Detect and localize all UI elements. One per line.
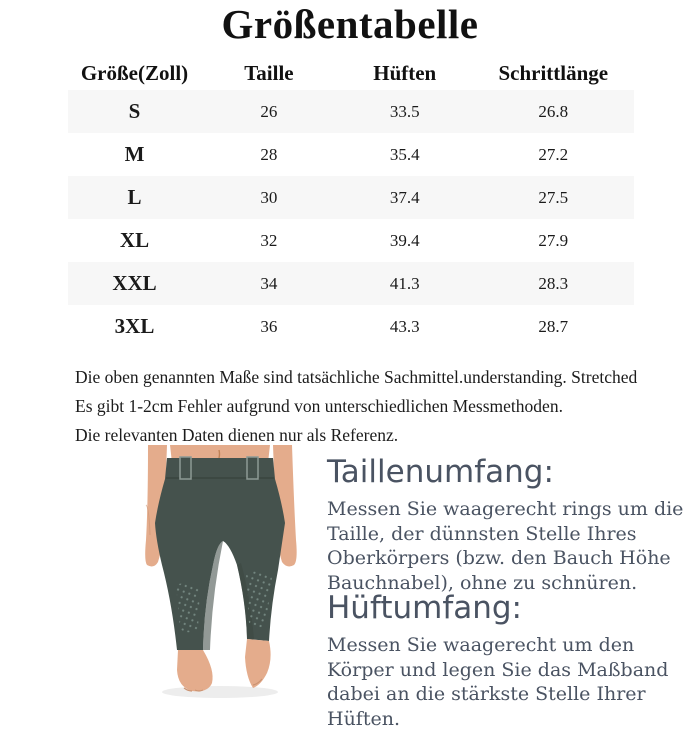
hips-value: 37.4 (337, 188, 473, 208)
hips-value: 39.4 (337, 231, 473, 251)
waist-body-line: Messen Sie waagerecht rings um die (327, 497, 692, 522)
product-model-photo (120, 445, 320, 700)
hip-measure-body (327, 633, 692, 731)
waist-value: 28 (201, 145, 337, 165)
disclaimer-text (75, 363, 655, 450)
col-header-size: Größe(Zoll) (68, 61, 201, 86)
hip-body-line: Körper und legen Sie das Maßband (327, 658, 692, 683)
inseam-value: 28.7 (473, 317, 634, 337)
hips-value: 35.4 (337, 145, 473, 165)
belt-loop (180, 457, 191, 479)
disclaimer-line: Die oben genannten Maße sind tatsächliche Sachmittel.understanding. Stretched (75, 363, 655, 392)
size-label: XXL (68, 271, 201, 296)
size-label: L (68, 185, 201, 210)
hips-value: 43.3 (337, 317, 473, 337)
waist-body-line: Oberkörpers (bzw. den Bauch Höhe (327, 546, 692, 571)
inseam-value: 27.5 (473, 188, 634, 208)
table-row (68, 133, 634, 176)
waist-value: 30 (201, 188, 337, 208)
col-header-inseam: Schrittlänge (473, 61, 634, 86)
belt-loop (247, 457, 258, 479)
hips-value: 33.5 (337, 102, 473, 122)
floor-shadow (162, 686, 278, 698)
table-row (68, 90, 634, 133)
waist-value: 34 (201, 274, 337, 294)
waist-value: 32 (201, 231, 337, 251)
waist-measure-heading: Taillenumfang: (327, 454, 687, 490)
table-header-row (68, 56, 634, 90)
page-title: Größentabelle (0, 0, 700, 48)
waist-body-line: Bauchnabel), ohne zu schnüren. (327, 571, 692, 596)
size-label: M (68, 142, 201, 167)
col-header-waist: Taille (201, 61, 337, 86)
left-foot (177, 650, 213, 691)
hip-measure-heading: Hüftumfang: (327, 590, 687, 626)
hip-body-line: Hüften. (327, 707, 692, 731)
disclaimer-line: Die relevanten Daten dienen nur als Referenz. (75, 421, 655, 450)
leggings-model-illustration (120, 445, 320, 700)
size-label: 3XL (68, 314, 201, 339)
waist-measure-body (327, 497, 692, 595)
navel (219, 450, 220, 458)
col-header-hips: Hüften (337, 61, 473, 86)
size-table (68, 56, 634, 348)
hips-value: 41.3 (337, 274, 473, 294)
waist-body-line: Taille, der dünnsten Stelle Ihres (327, 522, 692, 547)
table-row (68, 305, 634, 348)
hip-body-line: dabei an die stärkste Stelle Ihrer (327, 682, 692, 707)
table-row (68, 176, 634, 219)
table-row (68, 262, 634, 305)
waist-value: 26 (201, 102, 337, 122)
inseam-value: 27.9 (473, 231, 634, 251)
inseam-value: 27.2 (473, 145, 634, 165)
inseam-value: 26.8 (473, 102, 634, 122)
inseam-value: 28.3 (473, 274, 634, 294)
size-label: XL (68, 228, 201, 253)
waist-value: 36 (201, 317, 337, 337)
size-label: S (68, 99, 201, 124)
hip-body-line: Messen Sie waagerecht um den (327, 633, 692, 658)
disclaimer-line: Es gibt 1-2cm Fehler aufgrund von unterschiedlichen Messmethoden. (75, 392, 655, 421)
right-foot (245, 639, 271, 688)
table-row (68, 219, 634, 262)
